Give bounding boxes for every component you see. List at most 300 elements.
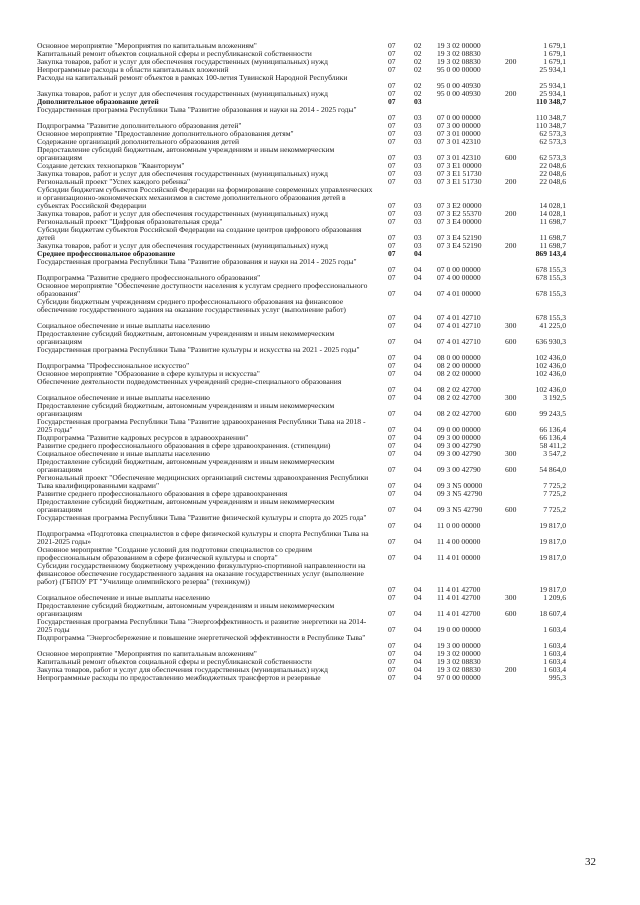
row-name: Закупка товаров, работ и услуг для обеспечения государственных (муниципальных) нужд: [37, 57, 328, 66]
section-code: 07: [388, 265, 396, 274]
row-name: Социальное обеспечение и иные выплаты населению: [37, 393, 210, 402]
section-code: 07: [388, 209, 396, 218]
expense-type-code: 200: [505, 209, 517, 218]
row-name: Предоставление субсидий бюджетным, автономным учреждениям и иным некоммерческим организациям: [37, 457, 335, 474]
amount: 102 436,0: [535, 385, 566, 394]
target-article-code: 07 3 E1 51730: [437, 177, 482, 186]
subsection-code: 04: [414, 521, 422, 530]
section-code: 07: [388, 249, 396, 258]
expense-type-code: 200: [505, 89, 517, 98]
expense-type-code: 600: [505, 337, 517, 346]
row-name: Содержание организаций дополнительного образования детей: [37, 137, 240, 146]
amount: 62 573,3: [539, 153, 566, 162]
section-code: 07: [388, 537, 396, 546]
subsection-code: 02: [414, 57, 422, 66]
row-name: Региональный проект "Обеспечение медицинских организаций системы здравоохранения Республики Тыва квалифицированными кадрами": [37, 473, 369, 490]
section-code: 07: [388, 129, 396, 138]
section-code: 07: [388, 313, 396, 322]
table-row: [0, 298, 640, 322]
subsection-code: 04: [414, 649, 422, 658]
target-article-code: 07 4 01 42710: [437, 313, 481, 322]
target-article-code: 07 3 E4 52190: [437, 241, 482, 250]
subsection-code: 04: [414, 321, 422, 330]
target-article-code: 19 3 02 08830: [437, 49, 481, 58]
amount: 3 192,5: [543, 393, 566, 402]
row-name: Закупка товаров, работ и услуг для обеспечения государственных (муниципальных) нужд: [37, 209, 328, 218]
subsection-code: 04: [414, 361, 422, 370]
subsection-code: 04: [414, 585, 422, 594]
amount: 7 725,2: [543, 489, 566, 498]
table-row: [0, 530, 640, 546]
row-name: Подпрограмма "Профессиональное искусство": [37, 361, 190, 370]
amount: 1 679,1: [543, 41, 566, 50]
amount: 11 698,7: [539, 241, 566, 250]
expense-type-code: 200: [505, 665, 517, 674]
subsection-code: 04: [414, 465, 422, 474]
amount: 995,3: [548, 673, 566, 682]
section-code: 07: [388, 337, 396, 346]
target-article-code: 08 2 02 42700: [437, 393, 481, 402]
table-row: [0, 282, 640, 298]
section-code: 07: [388, 409, 396, 418]
target-article-code: 08 0 00 00000: [437, 353, 481, 362]
target-article-code: 07 3 E1 51730: [437, 169, 482, 178]
row-name: Основное мероприятие "Предоставление дополнительного образования детям": [37, 129, 294, 138]
section-code: 07: [388, 361, 396, 370]
row-name: Подпрограмма «Подготовка специалистов в сфере физической культуры и спорта Республики Тыва на 2021-2025 годы»: [37, 529, 369, 546]
amount: 14 028,1: [539, 201, 566, 210]
table-row: [0, 674, 640, 682]
table-row: [0, 186, 640, 210]
subsection-code: 03: [414, 241, 422, 250]
section-code: 07: [388, 641, 396, 650]
amount: 1 603,4: [543, 649, 566, 658]
amount: 7 725,2: [543, 481, 566, 490]
subsection-code: 03: [414, 153, 422, 162]
target-article-code: 19 3 00 00000: [437, 641, 481, 650]
row-name: Подпрограмма "Развитие кадровых ресурсов в здравоохранении": [37, 433, 249, 442]
amount: 1 603,4: [543, 665, 566, 674]
subsection-code: 04: [414, 609, 422, 618]
subsection-code: 04: [414, 433, 422, 442]
target-article-code: 19 3 02 08830: [437, 665, 481, 674]
expense-type-code: 200: [505, 241, 517, 250]
subsection-code: 03: [414, 113, 422, 122]
target-article-code: 09 3 00 00000: [437, 433, 481, 442]
amount: 11 698,7: [539, 217, 566, 226]
subsection-code: 03: [414, 121, 422, 130]
expense-type-code: 600: [505, 153, 517, 162]
subsection-code: 04: [414, 441, 422, 450]
section-code: 07: [388, 89, 396, 98]
table-row: [0, 514, 640, 530]
amount: 25 934,1: [539, 81, 566, 90]
subsection-code: 04: [414, 537, 422, 546]
target-article-code: 08 2 00 00000: [437, 361, 481, 370]
row-name: Основное мероприятие "Мероприятия по капитальным вложениям": [37, 41, 257, 50]
target-article-code: 19 3 02 08830: [437, 657, 481, 666]
subsection-code: 04: [414, 657, 422, 666]
row-name: Государственная программа Республики Тыва "Развитие здравоохранения Республики Тыва на 2018 - 2025 годы": [37, 417, 366, 434]
row-name: Развитие среднего профессионального образования в сфере здравоохранения. (стипендии): [37, 441, 331, 450]
target-article-code: 07 4 01 42710: [437, 337, 481, 346]
section-code: 07: [388, 505, 396, 514]
section-code: 07: [388, 521, 396, 530]
subsection-code: 04: [414, 265, 422, 274]
subsection-code: 04: [414, 393, 422, 402]
table-row: [0, 378, 640, 394]
subsection-code: 04: [414, 273, 422, 282]
target-article-code: 07 0 00 00000: [437, 265, 481, 274]
amount: 41 225,0: [539, 321, 566, 330]
target-article-code: 97 0 00 00000: [437, 673, 481, 682]
subsection-code: 04: [414, 425, 422, 434]
subsection-code: 04: [414, 369, 422, 378]
table-row: [0, 106, 640, 122]
table-row: [0, 146, 640, 162]
target-article-code: 11 4 01 00000: [437, 553, 481, 562]
amount: 22 048,6: [539, 177, 566, 186]
row-name: Подпрограмма "Развитие среднего профессионального образования": [37, 273, 261, 282]
subsection-code: 02: [414, 65, 422, 74]
subsection-code: 04: [414, 489, 422, 498]
row-name: Основное мероприятие "Создание условий для подготовки специалистов со средним профессиональным образованием в сфере физической культуры и спорта": [37, 545, 312, 562]
amount: 869 143,4: [535, 249, 566, 258]
section-code: 07: [388, 393, 396, 402]
row-name: Государственная программа Республики Тыва "Развитие образования и науки на 2014 - 2025 годы": [37, 257, 357, 266]
section-code: 07: [388, 673, 396, 682]
target-article-code: 08 2 02 42700: [437, 385, 481, 394]
target-article-code: 07 3 E4 00000: [437, 217, 482, 226]
row-name: Создание детских технопарков "Кванториум": [37, 161, 185, 170]
subsection-code: 04: [414, 593, 422, 602]
target-article-code: 09 3 00 42790: [437, 449, 481, 458]
subsection-code: 03: [414, 137, 422, 146]
subsection-code: 04: [414, 553, 422, 562]
subsection-code: 02: [414, 41, 422, 50]
subsection-code: 04: [414, 449, 422, 458]
section-code: 07: [388, 649, 396, 658]
amount: 102 436,0: [535, 353, 566, 362]
table-row: [0, 258, 640, 274]
amount: 99 243,5: [539, 409, 566, 418]
table-row: [0, 602, 640, 618]
amount: 102 436,0: [535, 369, 566, 378]
subsection-code: 03: [414, 209, 422, 218]
section-code: 07: [388, 201, 396, 210]
row-name: Капитальный ремонт объектов социальной сферы и республиканской собственности: [37, 49, 312, 58]
table-row: [0, 402, 640, 418]
target-article-code: 11 4 00 00000: [437, 537, 481, 546]
row-name: Субсидии бюджетным учреждениям среднего профессионального образования на финансовое обеспечение государственного задания на оказание государственных услуг (выполнение работ): [37, 297, 346, 314]
section-code: 07: [388, 489, 396, 498]
section-code: 07: [388, 41, 396, 50]
amount: 110 348,7: [535, 113, 566, 122]
section-code: 07: [388, 169, 396, 178]
row-name: Подпрограмма "Развитие дополнительного образования детей": [37, 121, 242, 130]
target-article-code: 07 3 E1 00000: [437, 161, 482, 170]
table-row: [0, 618, 640, 634]
row-name: Закупка товаров, работ и услуг для обеспечения государственных (муниципальных) нужд: [37, 89, 328, 98]
section-code: 07: [388, 585, 396, 594]
section-code: 07: [388, 465, 396, 474]
subsection-code: 04: [414, 289, 422, 298]
row-name: Государственная программа Республики Тыва "Развитие культуры и искусства на 2021 - 2025 годы": [37, 345, 360, 354]
target-article-code: 08 2 02 00000: [437, 369, 481, 378]
section-code: 07: [388, 177, 396, 186]
subsection-code: 03: [414, 217, 422, 226]
section-code: 07: [388, 241, 396, 250]
row-name: Социальное обеспечение и иные выплаты населению: [37, 449, 210, 458]
subsection-code: 04: [414, 313, 422, 322]
row-name: Непрограммные расходы в области капитальных вложений: [37, 65, 229, 74]
amount: 18 607,4: [539, 609, 566, 618]
target-article-code: 07 3 01 00000: [437, 129, 481, 138]
amount: 678 155,3: [535, 313, 566, 322]
section-code: 07: [388, 481, 396, 490]
expense-type-code: 300: [505, 393, 517, 402]
target-article-code: 07 3 E2 00000: [437, 201, 482, 210]
section-code: 07: [388, 369, 396, 378]
amount: 19 817,0: [539, 537, 566, 546]
expense-type-code: 300: [505, 449, 517, 458]
table-row: [0, 226, 640, 242]
section-code: 07: [388, 289, 396, 298]
row-name: Государственная программа Республики Тыва "Развитие физической культуры и спорта до 2025 года": [37, 513, 367, 522]
table-row: [0, 474, 640, 490]
row-name: Закупка товаров, работ и услуг для обеспечения государственных (муниципальных) нужд: [37, 169, 328, 178]
section-code: 07: [388, 97, 396, 106]
subsection-code: 04: [414, 673, 422, 682]
section-code: 07: [388, 113, 396, 122]
row-name: Закупка товаров, работ и услуг для обеспечения государственных (муниципальных) нужд: [37, 665, 328, 674]
target-article-code: 11 4 01 42700: [437, 593, 481, 602]
section-code: 07: [388, 625, 396, 634]
row-name: Основное мероприятие "Обеспечение доступности населения к услугам среднего профессионального образования": [37, 281, 368, 298]
subsection-code: 02: [414, 81, 422, 90]
row-name: Субсидии государственному бюджетному учреждению физкультурно-спортивной направленности на финансовое обеспечение государственного задания на оказание государственных услуг (выполнение работ) (ГБПОУ РТ "Училище олимпийского резерва" (техникум)): [37, 561, 366, 586]
amount: 1 603,4: [543, 625, 566, 634]
page-number: 32: [585, 856, 596, 868]
target-article-code: 19 0 00 00000: [437, 625, 481, 634]
amount: 66 136,4: [539, 425, 566, 434]
subsection-code: 04: [414, 505, 422, 514]
subsection-code: 04: [414, 641, 422, 650]
subsection-code: 02: [414, 89, 422, 98]
expense-type-code: 600: [505, 505, 517, 514]
expense-type-code: 300: [505, 321, 517, 330]
table-row: [0, 74, 640, 90]
target-article-code: 11 0 00 00000: [437, 521, 481, 530]
target-article-code: 07 3 E2 55370: [437, 209, 482, 218]
row-name: Капитальный ремонт объектов социальной сферы и республиканской собственности: [37, 657, 312, 666]
row-name: Подпрограмма "Энергосбережение и повышение энергетической эффективности в Республике Тыва": [37, 633, 366, 642]
target-article-code: 95 0 00 00000: [437, 65, 481, 74]
section-code: 07: [388, 593, 396, 602]
section-code: 07: [388, 217, 396, 226]
subsection-code: 04: [414, 385, 422, 394]
amount: 110 348,7: [536, 97, 566, 106]
section-code: 07: [388, 665, 396, 674]
table-row: [0, 330, 640, 346]
amount: 62 573,3: [539, 137, 566, 146]
subsection-code: 04: [414, 337, 422, 346]
target-article-code: 07 0 00 00000: [437, 113, 481, 122]
subsection-code: 04: [414, 409, 422, 418]
expense-type-code: 300: [505, 593, 517, 602]
subsection-code: 04: [414, 353, 422, 362]
subsection-code: 04: [414, 625, 422, 634]
amount: 636 930,3: [535, 337, 566, 346]
row-name: Государственная программа Республики Тыва "Развитие образования и науки на 2014 - 2025 годы": [37, 105, 357, 114]
target-article-code: 07 4 01 42710: [437, 321, 481, 330]
table-row: [0, 346, 640, 362]
amount: 1 603,4: [543, 657, 566, 666]
amount: 14 028,1: [539, 209, 566, 218]
subsection-code: 03: [414, 129, 422, 138]
subsection-code: 03: [414, 97, 422, 106]
row-name: Региональный проект "Успех каждого ребенка": [37, 177, 191, 186]
amount: 102 436,0: [535, 361, 566, 370]
target-article-code: 09 3 N5 42790: [437, 505, 483, 514]
row-name: Среднее профессиональное образование: [37, 249, 176, 258]
row-name: Предоставление субсидий бюджетным, автономным учреждениям и иным некоммерческим организациям: [37, 601, 335, 618]
amount: 25 934,1: [539, 65, 566, 74]
row-name: Социальное обеспечение и иные выплаты населению: [37, 593, 210, 602]
section-code: 07: [388, 49, 396, 58]
amount: 3 547,2: [543, 449, 566, 458]
target-article-code: 19 3 02 00000: [437, 41, 481, 50]
section-code: 07: [388, 553, 396, 562]
section-code: 07: [388, 321, 396, 330]
section-code: 07: [388, 609, 396, 618]
table-row: [0, 498, 640, 514]
amount: 1 209,6: [543, 593, 566, 602]
amount: 1 679,1: [543, 49, 566, 58]
subsection-code: 03: [414, 201, 422, 210]
amount: 54 864,0: [539, 465, 566, 474]
amount: 7 725,2: [543, 505, 566, 514]
target-article-code: 07 4 01 00000: [437, 289, 481, 298]
amount: 25 934,1: [539, 89, 566, 98]
amount: 110 348,7: [535, 121, 566, 130]
row-name: Государственная программа Республики Тыва "Энергоэффективность и развитие энергетики на 2014-2025 годы: [37, 617, 367, 634]
amount: 19 817,0: [539, 521, 566, 530]
row-name: Расходы на капитальный ремонт объектов в рамках 100-летия Тувинской Народной Республики: [37, 73, 348, 82]
target-article-code: 07 3 01 42310: [437, 137, 481, 146]
expense-type-code: 200: [505, 177, 517, 186]
section-code: 07: [388, 153, 396, 162]
row-name: Обеспечение деятельности подведомственных учреждений средне-специального образования: [37, 377, 342, 386]
row-name: Непрограммные расходы по предоставлению межбюджетных трансфертов и резервные: [37, 673, 321, 682]
section-code: 07: [388, 81, 396, 90]
subsection-code: 02: [414, 49, 422, 58]
expense-type-code: 600: [505, 609, 517, 618]
amount: 19 817,0: [539, 553, 566, 562]
row-name: Предоставление субсидий бюджетным, автономным учреждениям и иным некоммерческим организациям: [37, 145, 335, 162]
subsection-code: 03: [414, 161, 422, 170]
section-code: 07: [388, 121, 396, 130]
target-article-code: 09 3 00 42790: [437, 441, 481, 450]
amount: 19 817,0: [539, 585, 566, 594]
target-article-code: 09 0 00 00000: [437, 425, 481, 434]
amount: 1 679,1: [543, 57, 566, 66]
target-article-code: 19 3 02 00000: [437, 649, 481, 658]
target-article-code: 11 4 01 42700: [437, 609, 481, 618]
section-code: 07: [388, 657, 396, 666]
section-code: 07: [388, 425, 396, 434]
section-code: 07: [388, 353, 396, 362]
table-row: [0, 418, 640, 434]
subsection-code: 04: [414, 249, 422, 258]
amount: 678 155,3: [535, 265, 566, 274]
subsection-code: 04: [414, 481, 422, 490]
amount: 62 573,3: [539, 129, 566, 138]
subsection-code: 03: [414, 233, 422, 242]
section-code: 07: [388, 233, 396, 242]
subsection-code: 03: [414, 177, 422, 186]
subsection-code: 03: [414, 169, 422, 178]
section-code: 07: [388, 441, 396, 450]
expense-type-code: 200: [505, 57, 517, 66]
subsection-code: 04: [414, 665, 422, 674]
target-article-code: 95 0 00 40930: [437, 81, 481, 90]
row-name: Основное мероприятие "Мероприятия по капитальным вложениям": [37, 649, 257, 658]
row-name: Предоставление субсидий бюджетным, автономным учреждениям и иным некоммерческим организациям: [37, 497, 335, 514]
amount: 58 411,2: [539, 441, 566, 450]
amount: 678 155,3: [535, 273, 566, 282]
row-name: Предоставление субсидий бюджетным, автономным учреждениям и иным некоммерческим организациям: [37, 329, 335, 346]
section-code: 07: [388, 57, 396, 66]
section-code: 07: [388, 449, 396, 458]
table-row: [0, 562, 640, 594]
amount: 1 603,4: [543, 641, 566, 650]
table-row: [0, 546, 640, 562]
row-name: Субсидии бюджетам субъектов Российской Федерации на формирование современных управленческих и организационно-экономических механизмов в системе дополнительного образования детей в субъектах Российской Федерации: [37, 185, 373, 210]
expense-type-code: 600: [505, 465, 517, 474]
section-code: 07: [388, 433, 396, 442]
target-article-code: 09 3 N5 00000: [437, 481, 483, 490]
row-name: Основное мероприятие "Образование в сфере культуры и искусства": [37, 369, 260, 378]
row-name: Закупка товаров, работ и услуг для обеспечения государственных (муниципальных) нужд: [37, 241, 328, 250]
section-code: 07: [388, 65, 396, 74]
row-name: Субсидии бюджетам субъектов Российской Федерации на создание центров цифрового образования детей: [37, 225, 362, 242]
target-article-code: 11 4 01 42700: [437, 585, 481, 594]
row-name: Социальное обеспечение и иные выплаты населению: [37, 321, 210, 330]
amount: 22 048,6: [539, 161, 566, 170]
row-name: Развитие среднего профессионального образования в сфере здравоохранения: [37, 489, 288, 498]
row-name: Региональный проект "Цифровая образовательная среда": [37, 217, 223, 226]
table-row: [0, 634, 640, 650]
amount: 678 155,3: [535, 289, 566, 298]
target-article-code: 09 3 00 42790: [437, 465, 481, 474]
target-article-code: 07 3 01 42310: [437, 153, 481, 162]
table-row: [0, 458, 640, 474]
target-article-code: 08 2 02 42700: [437, 409, 481, 418]
target-article-code: 09 3 N5 42790: [437, 489, 483, 498]
section-code: 07: [388, 273, 396, 282]
row-name: Дополнительное образование детей: [37, 97, 159, 106]
section-code: 07: [388, 385, 396, 394]
amount: 22 048,6: [539, 169, 566, 178]
expense-type-code: 600: [505, 409, 517, 418]
row-name: Предоставление субсидий бюджетным, автономным учреждениям и иным некоммерческим организациям: [37, 401, 335, 418]
target-article-code: 07 4 00 00000: [437, 273, 481, 282]
section-code: 07: [388, 161, 396, 170]
target-article-code: 19 3 02 08830: [437, 57, 481, 66]
section-code: 07: [388, 137, 396, 146]
target-article-code: 07 3 00 00000: [437, 121, 481, 130]
